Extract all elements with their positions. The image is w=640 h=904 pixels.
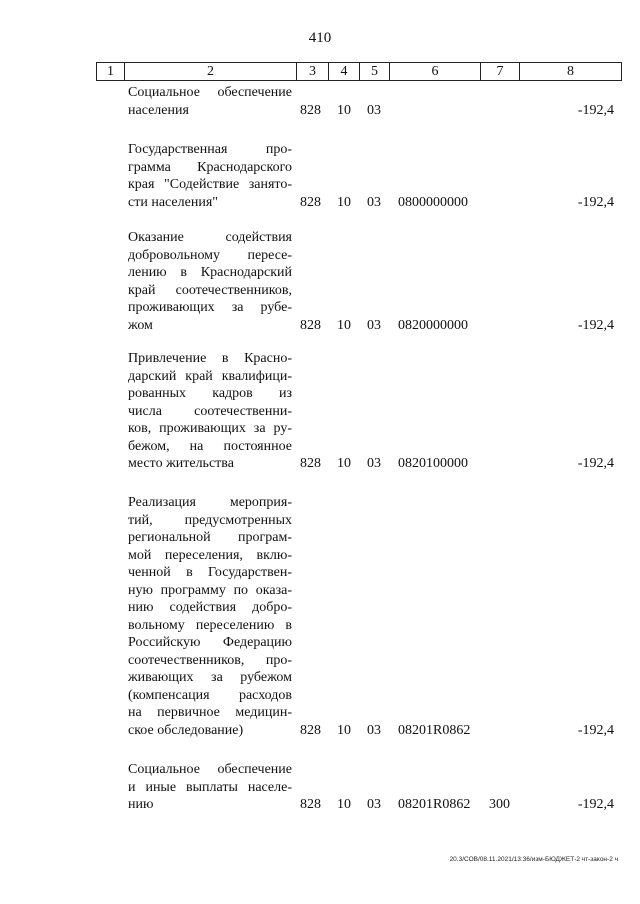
row-cell-c6: 08201R0862 [398,722,471,738]
description-line: (компенсация расходов [128,687,292,703]
description-line: населения [128,102,189,118]
description-line: Привлечение в Красно- [128,351,292,366]
row-cell-c5: 03 [367,102,381,118]
row-cell-c4: 10 [337,317,351,333]
description-line: и иные выплаты населе- [128,779,292,795]
description-line: ское обследование) [128,722,244,738]
header-col-4: 4 [329,63,360,81]
description-line: место жительства [128,456,234,471]
description-line: мой переселения, вклю- [128,547,292,563]
header-col-8: 8 [520,63,622,81]
page-number: 410 [308,30,332,46]
row-cell-c6: 0800000000 [398,194,468,210]
row-cell-c4: 10 [337,797,351,812]
row-cell-c5: 03 [367,194,381,210]
description-line: Реализация мероприя- [128,495,292,510]
row-cell-c3: 828 [300,456,321,471]
header-col-1: 1 [97,63,125,81]
row-cell-c4: 10 [337,722,351,738]
header-col-5: 5 [360,63,390,81]
description-line: жом [128,317,153,333]
row-cell-c5: 03 [367,797,381,812]
row-cell-c6: 0820000000 [398,317,468,333]
description-line: лению в Краснодарский [128,265,292,280]
row-description [128,84,292,119]
description-line: Государственная про- [128,142,292,157]
row-cell-c5: 03 [367,722,381,738]
description-line: края "Содействие занято- [128,177,292,192]
description-line: нию [128,797,154,812]
row-cell-c6: 0820100000 [398,456,468,471]
row-cell-c3: 828 [300,797,321,812]
description-line: бежом, на постоянное [128,438,292,454]
description-line: Социальное обеспечение [128,762,292,777]
row-cell-c7: 300 [489,797,510,812]
row-cell-c3: 828 [300,722,321,738]
description-line: Социальное обеспечение [128,85,292,100]
description-line: живающих за рубежом [128,670,292,685]
column-header-table [96,62,622,81]
row-cell-c8: -192,4 [577,317,614,333]
description-line: на первичное медицин- [128,705,292,720]
description-line: соотечественников, про- [128,652,292,668]
row-description [128,229,292,334]
description-line: проживающих за рубе- [128,300,292,315]
header-col-2: 2 [125,63,297,81]
description-line: тий, предусмотренных [128,512,292,528]
row-description [128,141,292,211]
row-cell-c5: 03 [367,317,381,333]
description-line: край соотечественников, [128,282,292,298]
description-line: ков, проживающих за ру- [128,421,292,436]
row-cell-c8: -192,4 [577,456,614,471]
row-description [128,350,292,473]
header-col-3: 3 [297,63,329,81]
row-cell-c8: -192,4 [577,797,614,812]
description-line: дарский край квалифици- [128,368,292,384]
description-line: региональной програм- [128,530,292,545]
row-cell-c3: 828 [300,102,321,118]
row-cell-c6: 08201R0862 [398,797,471,812]
row-cell-c4: 10 [337,102,351,118]
description-line: числа соотечественни- [128,403,292,419]
description-line: добровольному пересе- [128,247,292,263]
row-description [128,494,292,739]
description-line: грамма Краснодарского [128,159,292,175]
header-col-7: 7 [481,63,520,81]
row-cell-c5: 03 [367,456,381,471]
description-line: нию содействия добро- [128,600,292,615]
description-line: ченной в Государствен- [128,565,292,580]
description-line: вольному переселению в [128,617,292,633]
row-cell-c8: -192,4 [577,722,614,738]
header-col-6: 6 [390,63,481,81]
description-line: Оказание содействия [128,230,292,245]
description-line: рованных кадров из [128,386,292,401]
row-description [128,761,292,814]
row-cell-c8: -192,4 [577,102,614,118]
description-line: ную программу по оказа- [128,582,292,598]
row-cell-c8: -192,4 [577,194,614,210]
row-cell-c3: 828 [300,194,321,210]
row-cell-c4: 10 [337,456,351,471]
footer-stamp: 20.3/СОВ/08.11.2021/13:36/изм-БЮДЖЕТ-2 чт-закон-2 ч [449,856,618,863]
description-line: Российскую Федерацию [128,635,292,650]
row-cell-c3: 828 [300,317,321,333]
row-cell-c4: 10 [337,194,351,210]
description-line: сти населения" [128,194,218,210]
